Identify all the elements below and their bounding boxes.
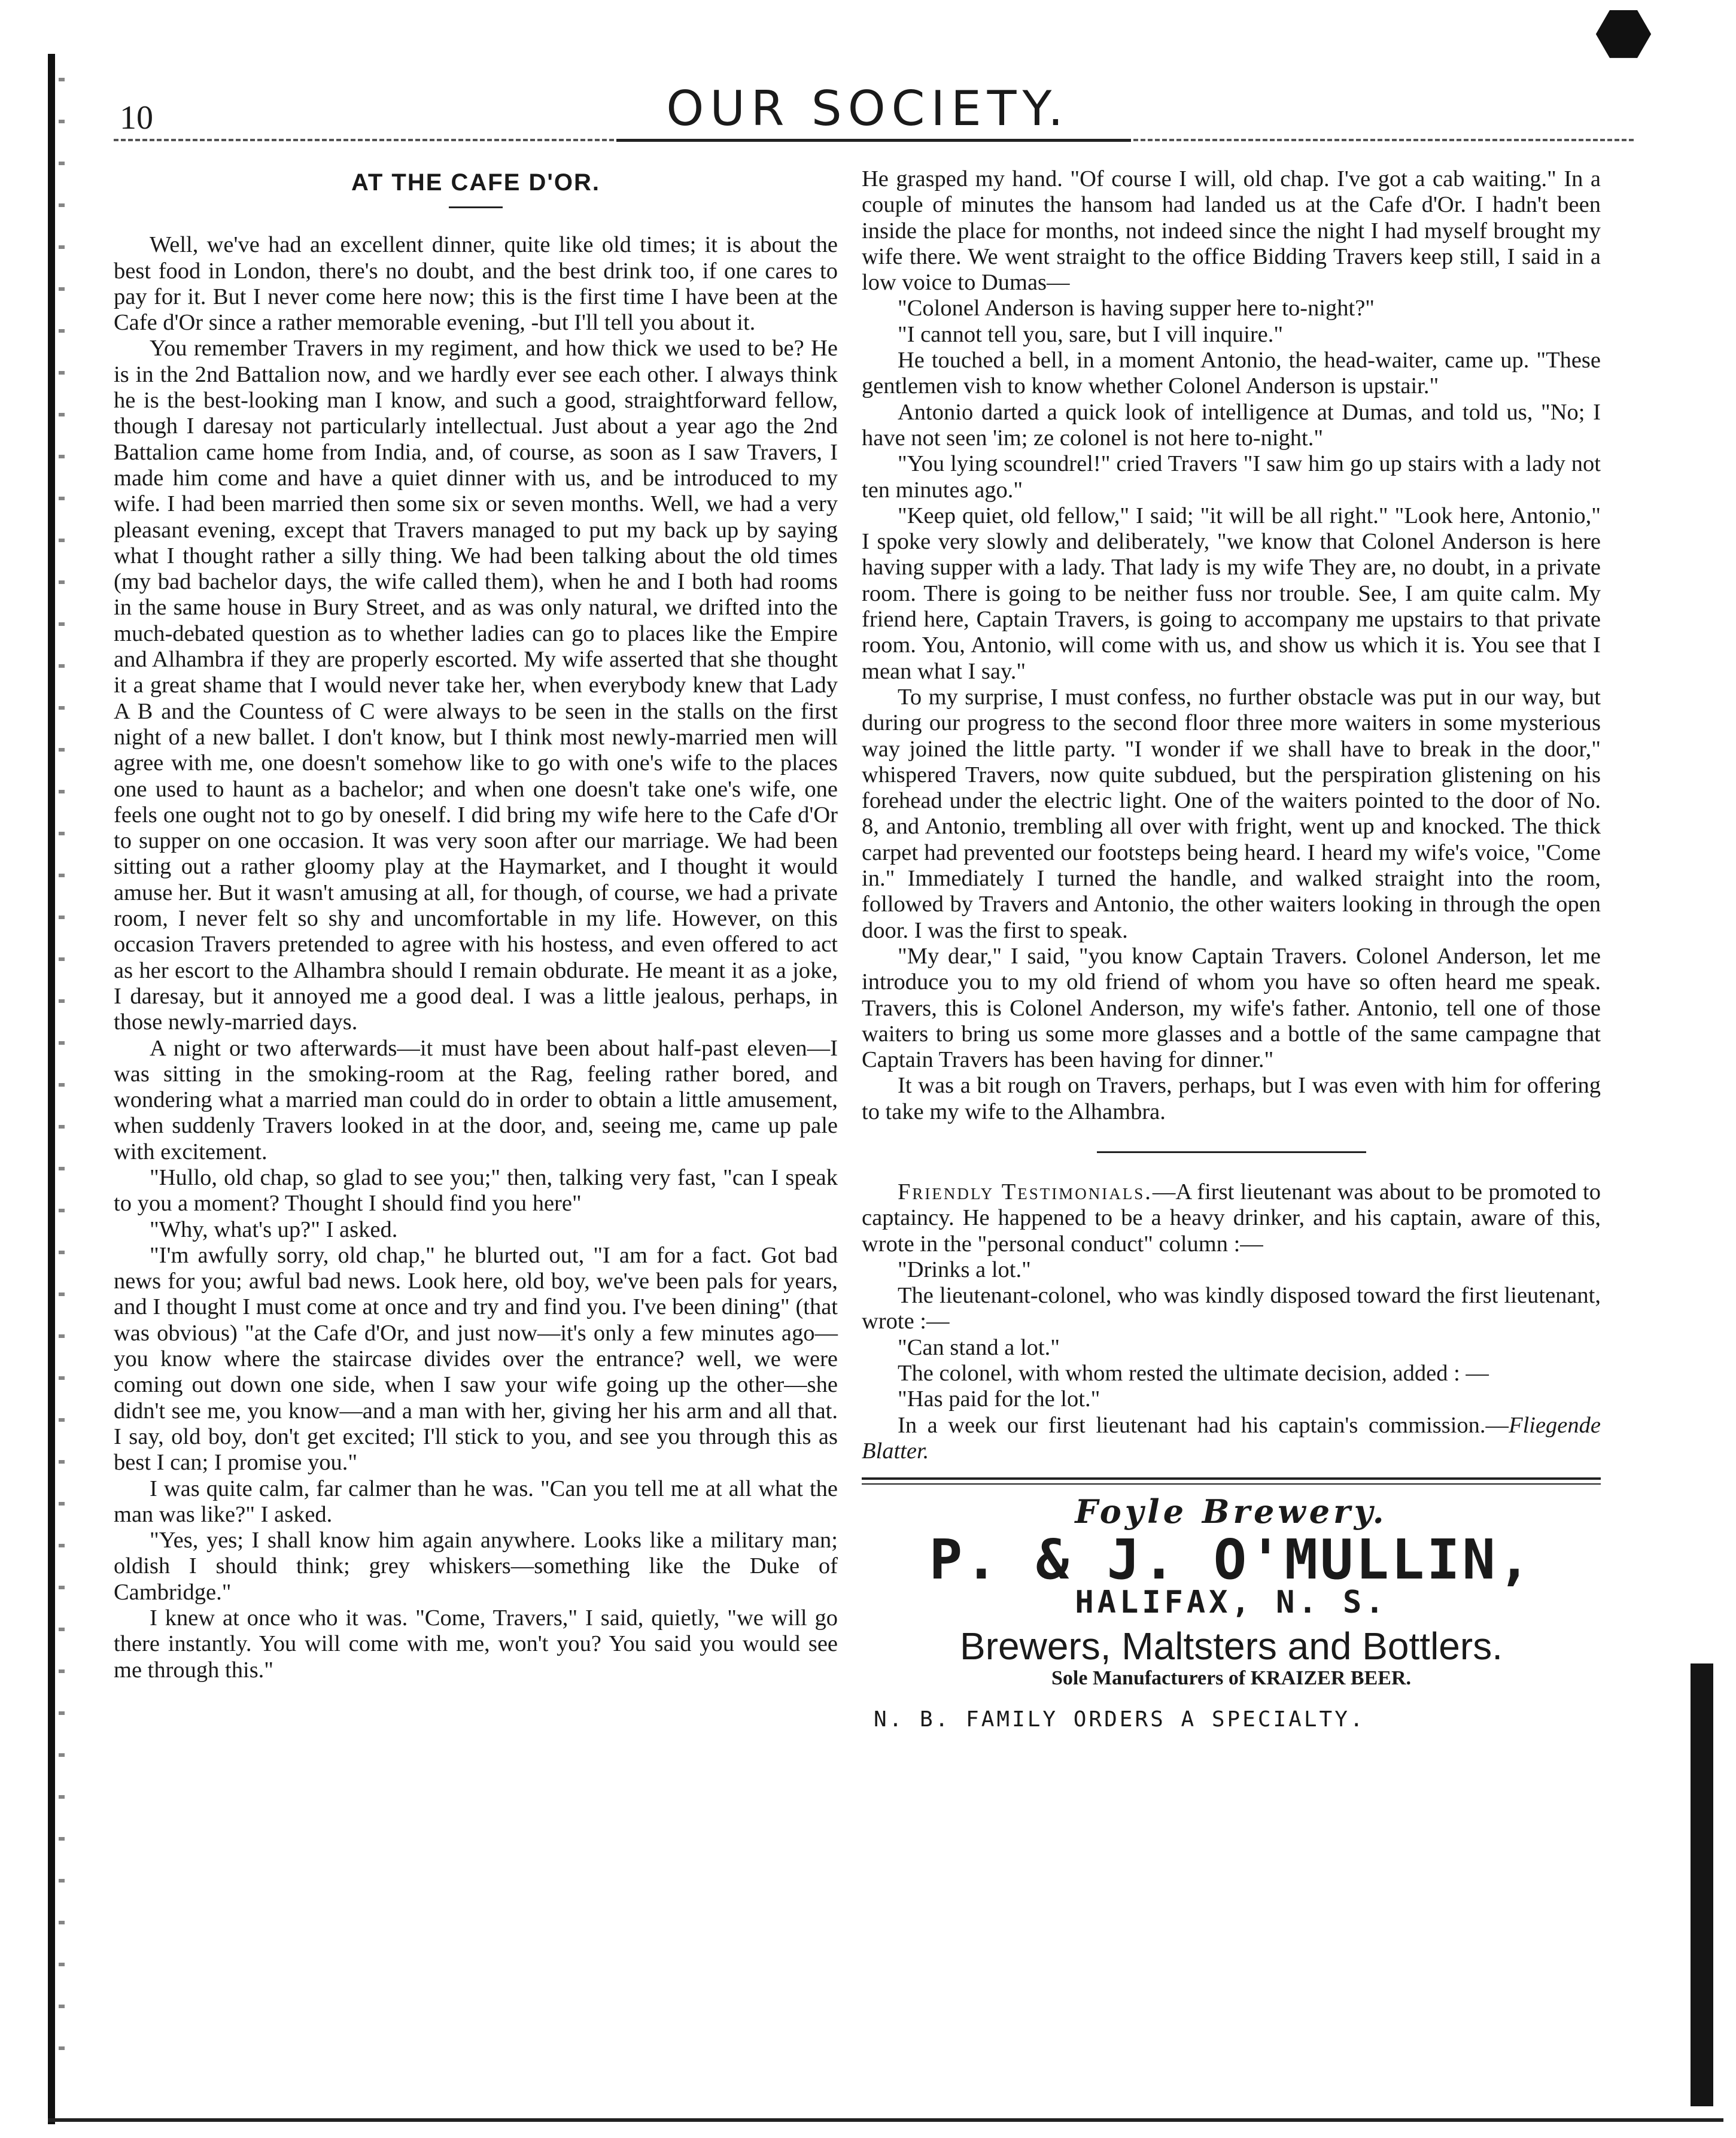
friendly-testimonials-paragraph [862, 1179, 1601, 1257]
article-title: AT THE CAFE D'OR. [351, 169, 601, 196]
right-edge-scan-mark [1691, 1663, 1713, 2106]
masthead-title: OUR SOCIETY. [666, 81, 1069, 136]
article-paragraph: "You lying scoundrel!" cried Travers "I saw him go up stairs with a lady not ten minutes ago." [862, 451, 1601, 503]
article-paragraph: He grasped my hand. "Of course I will, old chap. I've got a cab waiting." In a couple of minutes the hansom had landed us at the Cafe d'Or. I hadn't been inside the place for months, not indeed since the night I had myself brought my wife there. We went straight to the office Bidding Travers keep still, I said in a low voice to Dumas— [862, 166, 1601, 296]
article-paragraph: You remember Travers in my regiment, and how thick we used to be? He is in the 2nd Battalion now, and we hardly ever see each other. I always think he is the best-looking man I know, and such a good, straightforward fellow, though I daresay not particularly intellectual. Just about a year ago the 2nd Battalion came home from India, and, of course, as soon as I saw Travers, I made him come and have a quiet dinner with us, and be introduced to my wife. I had been married then some six or seven months. Well, we had a very pleasant evening, except that Travers managed to put my back up by saying what I thought rather a silly thing. We had been talking about the old times (my bad bachelor days, the wife called them), when he and I both had rooms in the same house in Bury Street, and as was only natural, we drifted into the much-debated question as to whether ladies can go to places like the Empire and Alhambra if they are properly escorted. My wife asserted that she thought it a great shame that I would never take her, when everybody knew that Lady A B and the Countess of C were always to be seen in the stalls on the first night of a new ballet. I don't know, but I think most newly-married men will agree with me, one doesn't somehow like to go with one's wife to the places one used to haunt as a bachelor; and when one doesn't take one's wife, one feels one ought not to go by oneself. I did bring my wife here to the Cafe d'Or to supper on one occasion. It was very soon after our marriage. We had been sitting out a rather gloomy play at the Haymarket, and I thought it would amuse her. But it wasn't amusing at all, for though, of course, we had a private room, I never felt so shy and uncomfortable in my life. However, on this occasion Travers pretended to agree with his hostess, and even offered to act as her escort to the Alhambra should I remain obdurate. He meant it as a joke, I daresay, but it annoyed me a good deal. I was a little jealous, perhaps, in those newly-married days. [114, 336, 838, 1035]
ad-sole-manufacturers: Sole Manufacturers of KRAIZER BEER. [1051, 1667, 1411, 1690]
right-column [862, 166, 1601, 1733]
article-paragraph: Well, we've had an excellent dinner, quite like old times; it is about the best food in London, there's no doubt, and the best drink too, if one cares to pay for it. But I never come here now; this is the first time I have been at the Cafe d'Or since a rather memorable evening, -but I'll tell you about it. [114, 232, 838, 336]
article-paragraph: It was a bit rough on Travers, perhaps, but I was even with him for offering to take my wife to the Alhambra. [862, 1073, 1601, 1124]
testimonial-conclusion: In a week our first lieutenant had his captain's commission.— [898, 1412, 1509, 1438]
testimonial-paragraph: The colonel, with whom rested the ultimate decision, added : — [898, 1361, 1489, 1386]
article-paragraph: "Keep quiet, old fellow," I said; "it will be all right." "Look here, Antonio," I spoke very slowly and deliberately, "we know that Colonel Anderson is here having supper with a lady. That lady is my wife They are, no doubt, in a private room. There is going to be neither fuss nor trouble. See, I am quite calm. My friend here, Captain Travers, is going to accompany me upstairs to that private room. You, Antonio, will come with us, and show us which it is. You see that I mean what I say." [862, 503, 1601, 684]
article-paragraph: Antonio darted a quick look of intelligence at Dumas, and told us, "No; I have not seen 'im; ze colonel is not here to-night." [862, 399, 1601, 451]
header-solid-rule [616, 139, 1131, 142]
brewery-advertisement [862, 1492, 1601, 1732]
article-paragraph: "Why, what's up?" I asked. [150, 1216, 398, 1242]
ad-location: HALIFAX, N. S. [1075, 1584, 1388, 1620]
ad-brewery-name: Foyle Brewery. [1075, 1492, 1388, 1531]
article-paragraph: "Hullo, old chap, so glad to see you;" then, talking very fast, "can I speak to you a moment? Thought I should find you here" [114, 1164, 838, 1216]
article-paragraph: "My dear," I said, "you know Captain Travers. Colonel Anderson, let me introduce you to my old friend of whom you have so often heard me speak. Travers, this is Colonel Anderson, my wife's father. Antonio, tell one of those waiters to bring us some more glasses and a bottle of the same campagne that Captain Travers has been having for dinner." [862, 943, 1601, 1073]
testimonial-quote: "Drinks a lot." [898, 1257, 1031, 1282]
article-paragraph: I was quite calm, far calmer than he was. "Can you tell me at all what the man was like?" I asked. [114, 1476, 838, 1527]
bottom-border-rule [48, 2118, 1723, 2122]
article-paragraph: "Yes, yes; I shall know him again anywhere. Looks like a military man; oldish I should think; grey whiskers—something like the Duke of Cambridge." [114, 1528, 838, 1605]
article-paragraph: A night or two afterwards—it must have been about half-past eleven—I was sitting in the smoking-room at the Rag, feeling rather bored, and wondering what a married man could do in order to obtain a little amusement, when suddenly Travers looked in at the door, and, seeing me, came up pale with excitement. [114, 1035, 838, 1164]
article-paragraph: "I'm awfully sorry, old chap," he blurted out, "I am for a fact. Got bad news for you; awful bad news. Look here, old boy, we've been pals for years, and I thought I must come at once and try and find you. I've been dining" (that was obvious) "at the Cafe d'Or, and just now—it's only a few minutes ago—you know where the staircase divides over the entrance? well, we were coming out down one side, when I saw your wife going up the other—she didn't see me, you know—and a man with her, giving her his arm and all that. I say, old boy, don't get excited; I'll stick to you, and see you through this as best I can; I promise you." [114, 1242, 838, 1476]
friendly-testimonials-heading: Friendly Testimonials. [898, 1179, 1153, 1205]
article-paragraph: "I cannot tell you, sare, but I vill inquire." [898, 321, 1284, 347]
article-paragraph: I knew at once who it was. "Come, Travers," I said, quietly, "we will go there instantly. You will come with me, won't you? You said you would see me through this." [114, 1605, 838, 1683]
testimonial-source: Fliegende Blatter. [862, 1412, 1601, 1464]
testimonial-quote: "Has paid for the lot." [898, 1386, 1100, 1412]
article-paragraph: "Colonel Anderson is having supper here to-night?" [898, 296, 1375, 321]
section-divider [1097, 1151, 1366, 1153]
testimonial-paragraph [862, 1413, 1601, 1465]
advertisement-top-rule [862, 1477, 1601, 1485]
page-number: 10 [120, 99, 153, 136]
article-paragraph: He touched a bell, in a moment Antonio, the head-waiter, came up. "These gentlemen vish to know whether Colonel Anderson is upstair." [862, 348, 1601, 399]
article-paragraph: To my surprise, I must confess, no further obstacle was put in our way, but during our progress to the second floor three more waiters in some mysterious way joined the little party. "I wonder if we shall have to break in the door," whispered Travers, now quite subdued, but the perspiration glistening on his forehead under the electric light. One of the waiters pointed to the door of No. 8, and Antonio, trembling all over with fright, went up and knocked. The thick carpet had prevented our footsteps being heard. I heard my wife's voice, "Come in." Immediately I turned the handle, and walked straight into the room, followed by Travers and Antonio, the other waiters looking in through the open door. I was the first to speak. [862, 684, 1601, 943]
ad-family-orders: N. B. FAMILY ORDERS A SPECIALTY. [874, 1707, 1366, 1732]
ad-trade-line: Brewers, Maltsters and Bottlers. [960, 1624, 1503, 1668]
title-underline [449, 206, 503, 208]
ad-firm-name: P. & J. O'MULLIN, [929, 1527, 1534, 1592]
left-binding-rule [48, 54, 55, 2124]
corner-scan-mark: ⬣ [1595, 0, 1653, 71]
friendly-testimonials-text: —A first lieutenant was about to be promoted to captaincy. He happened to be a heavy drinker, and his captain, aware of this, wrote in the "personal conduct" column :— [862, 1179, 1601, 1257]
testimonial-paragraph: The lieutenant-colonel, who was kindly disposed toward the first lieutenant, wrote :— [862, 1283, 1601, 1334]
left-margin-marks [59, 78, 65, 2052]
testimonial-quote: "Can stand a lot." [898, 1334, 1060, 1360]
left-column [114, 166, 838, 1683]
